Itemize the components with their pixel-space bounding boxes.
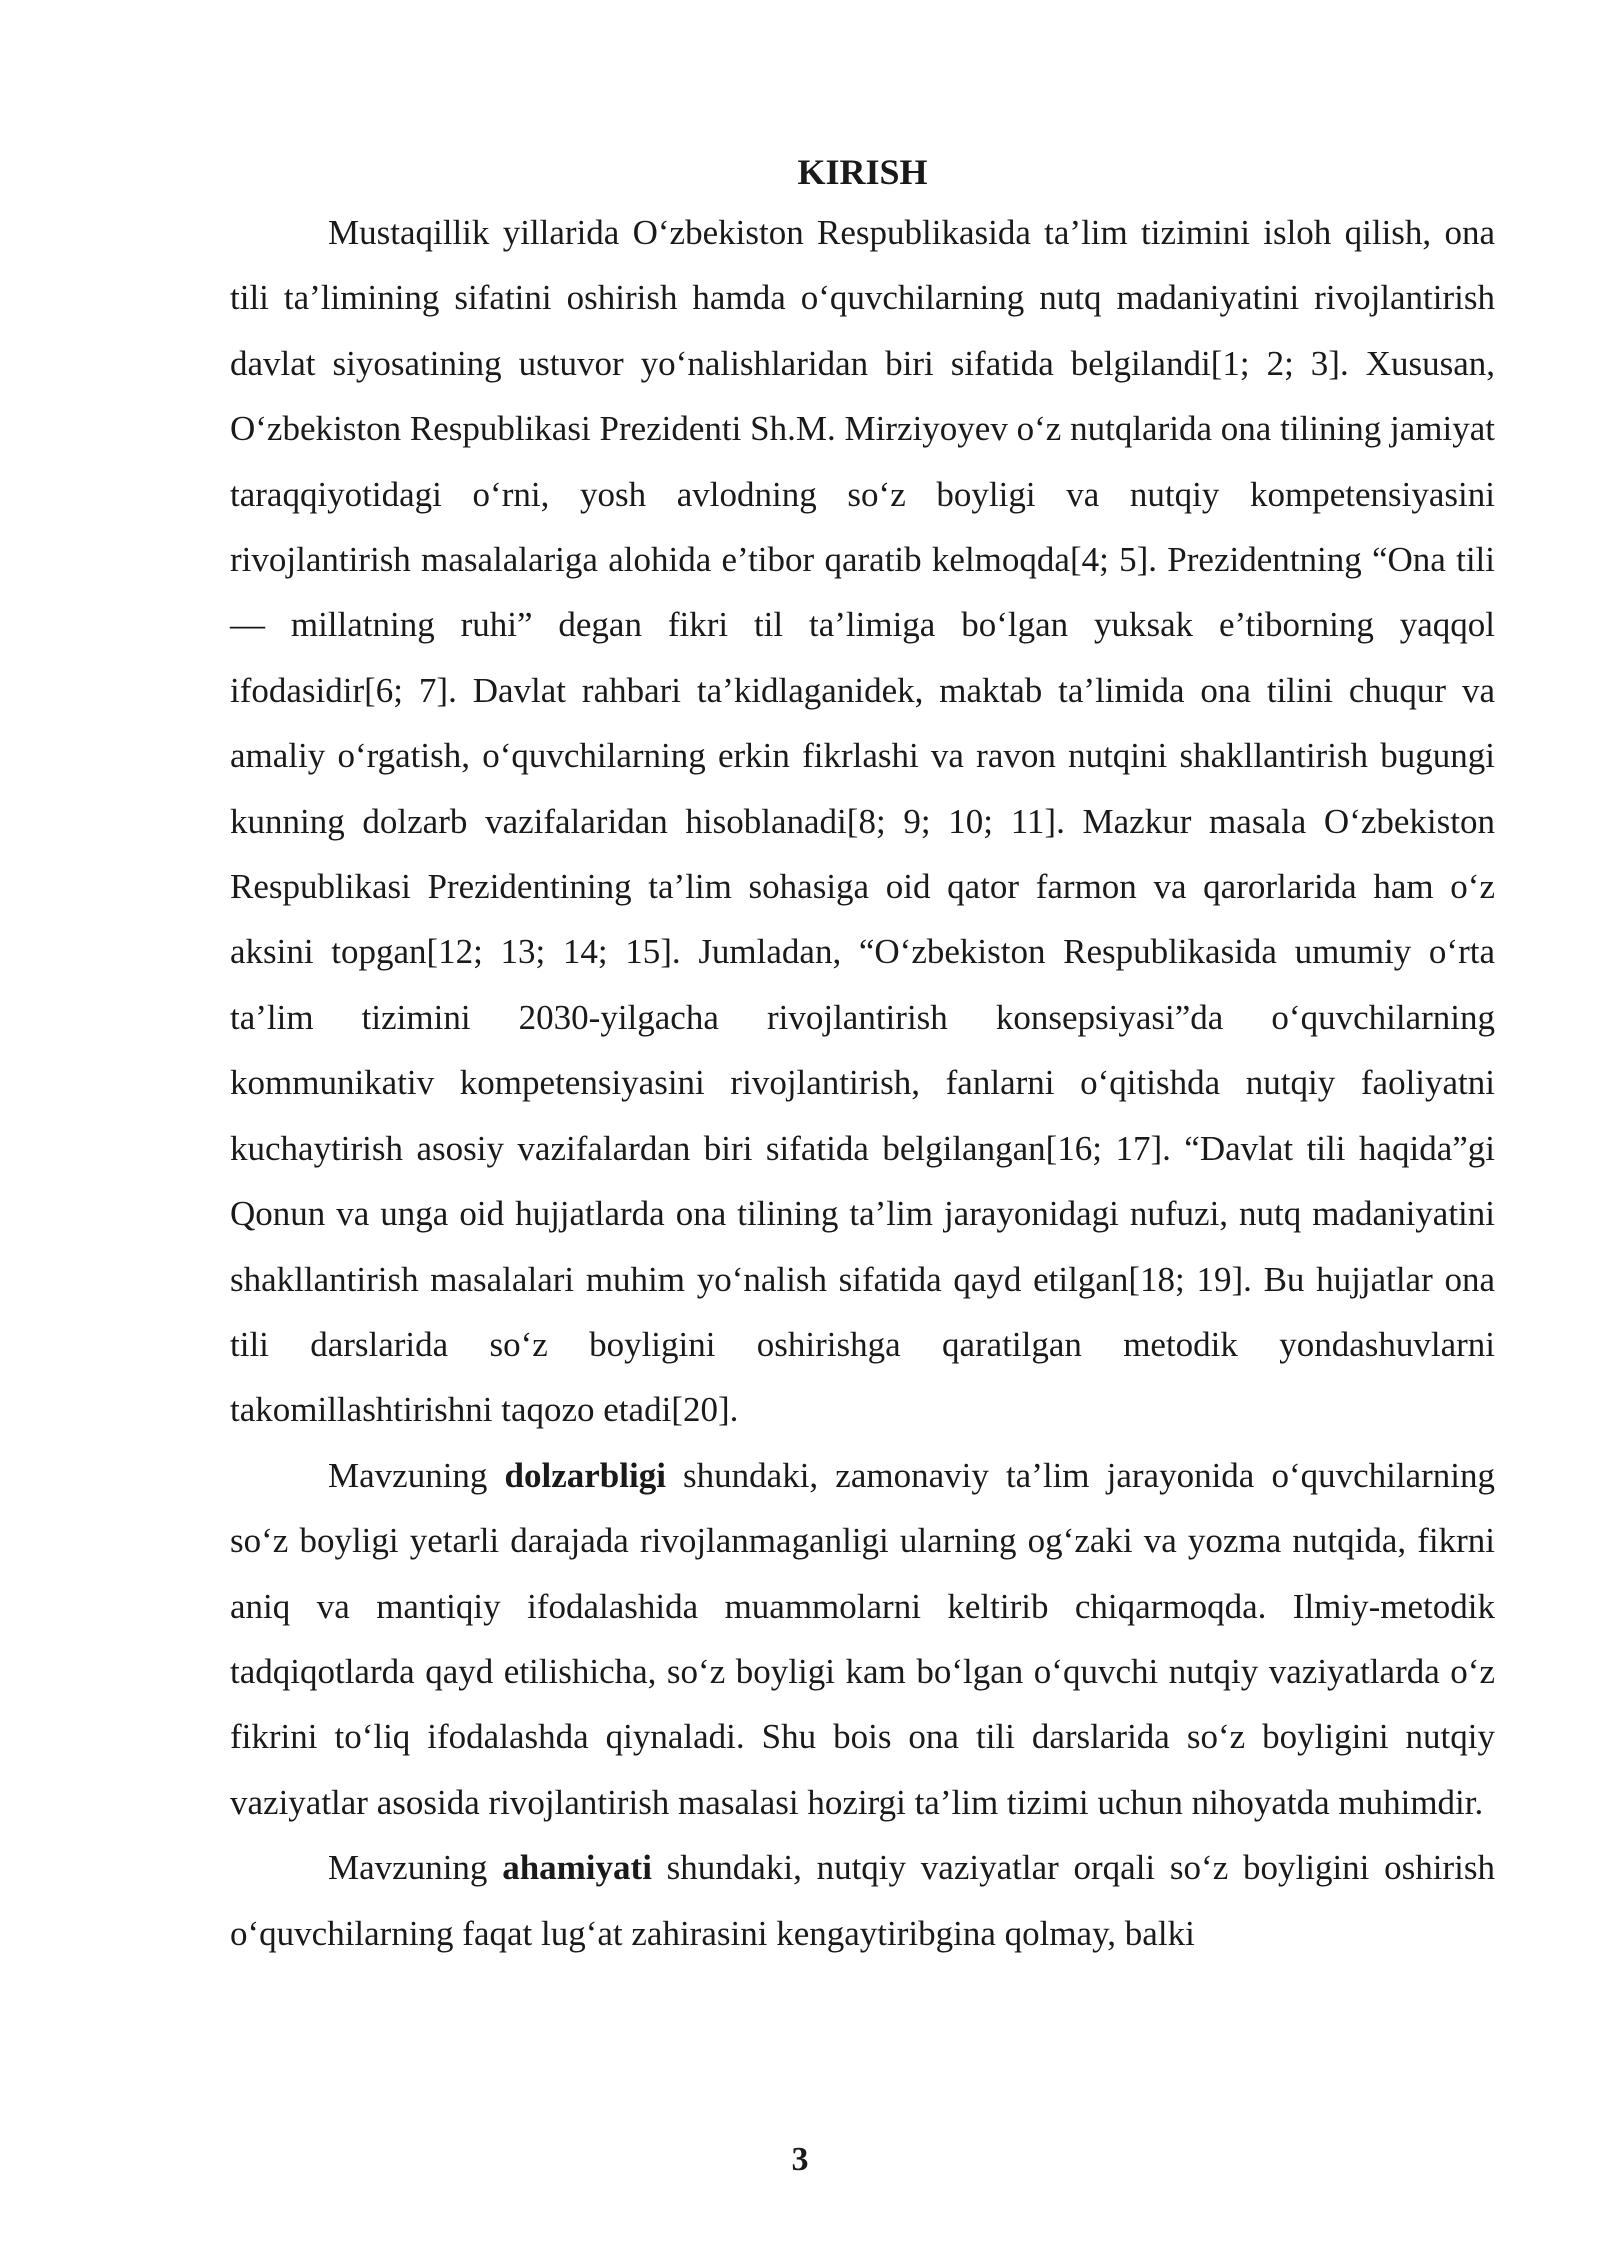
- document-page: [230, 150, 1495, 1966]
- significance-body-text: shundaki, nutqiy vaziyatlar orqali so‘z boyligini oshirish o‘quvchilarning faqat lug‘at zahirasini kengaytiribgina qolmay, balki: [230, 1848, 1496, 1953]
- intro-paragraph: Mustaqillik yillarida O‘zbekiston Respublikasida ta’lim tizimini isloh qilish, ona tili ta’limining sifatini oshirish hamda o‘quvchilarning nutq madaniyatini rivojlantirish davlat siyosatining ustuvor yo‘nalishlaridan biri sifatida belgilandi[1; 2; 3]. Xususan, O‘zbekiston Respublikasi Prezidenti Sh.M. Mirziyoyev o‘z nutqlarida ona tilining jamiyat taraqqiyotidagi o‘rni, yosh avlodning so‘z boyligi va nutqiy kompetensiyasini rivojlantirish masalalariga alohida e’tibor qaratib kelmoqda[4; 5]. Prezidentning “Ona tili — millatning ruhi” degan fikri til ta’limiga bo‘lgan yuksak e’tiborning yaqqol ifodasidir[6; 7]. Davlat rahbari ta’kidlaganidek, maktab ta’limida ona tilini chuqur va amaliy o‘rgatish, o‘quvchilarning erkin fikrlashi va ravon nutqini shakllantirish bugungi kunning dolzarb vazifalaridan hisoblanadi[8; 9; 10; 11]. Mazkur masala O‘zbekiston Respublikasi Prezidentining ta’lim sohasiga oid qator farmon va qarorlarida ham o‘z aksini topgan[12; 13; 14; 15]. Jumladan, “O‘zbekiston Respublikasida umumiy o‘rta ta’lim tizimini 2030-yilgacha rivojlantirish konsepsiyasi”da o‘quvchilarning kommunikativ kompetensiyasini rivojlantirish, fanlarni o‘qitishda nutqiy faoliyatni kuchaytirish asosiy vazifalardan biri sifatida belgilangan[16; 17]. “Davlat tili haqida”gi Qonun va unga oid hujjatlarda ona tilining ta’lim jarayonidagi nufuzi, nutq madaniyatini shakllantirish masalalari muhim yo‘nalish sifatida qayd etilgan[18; 19]. Bu hujjatlar ona tili darslarida so‘z boyligini oshirishga qaratilgan metodik yondashuvlarni takomillashtirishni taqozo etadi[20].: [230, 213, 1495, 1430]
- relevance-body-text: shundaki, zamonaviy ta’lim jarayonida o‘quvchilarning so‘z boyligi yetarli darajada rivojlanmaganligi ularning og‘zaki va yozma nutqida, fikrni aniq va mantiqiy ifodalashida muammolarni keltirib chiqarmoqda. Ilmiy-metodik tadqiqotlarda qayd etilishicha, so‘z boyligi kam bo‘lgan o‘quvchi nutqiy vaziyatlarda o‘z fikrini to‘liq ifodalashda qiynaladi. Shu bois ona tili darslarida so‘z boyligini nutqiy vaziyatlar asosida rivojlantirish masalasi hozirgi ta’lim tizimi uchun nihoyatda muhimdir.: [230, 1455, 1495, 1822]
- significance-paragraph: [230, 1835, 1495, 1966]
- relevance-keyword: dolzarbligi: [504, 1455, 666, 1495]
- significance-keyword: ahamiyati: [502, 1848, 652, 1888]
- relevance-paragraph: [230, 1443, 1495, 1835]
- relevance-lead-text: Mavzuning: [328, 1455, 505, 1495]
- significance-lead-text: Mavzuning: [328, 1848, 503, 1888]
- page-number: 3: [791, 2141, 809, 2178]
- page-title: KIRISH: [797, 152, 928, 192]
